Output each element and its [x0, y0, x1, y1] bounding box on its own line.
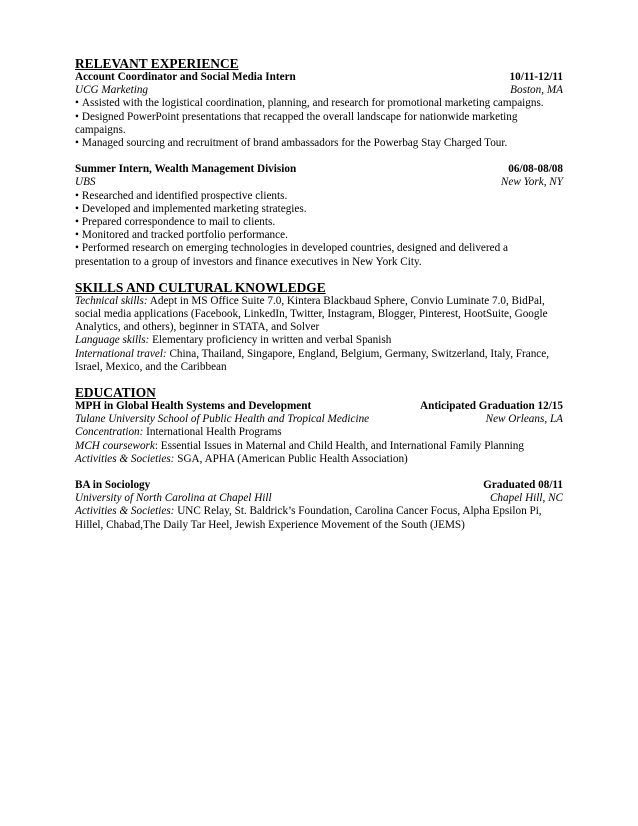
- skills-language: Language skills: Elementary proficiency in written and verbal Spanish: [75, 334, 392, 347]
- degree-concentration: Concentration: International Health Programs: [75, 426, 282, 439]
- degree-entry: [75, 400, 563, 466]
- list-item: • Performed research on emerging technologies in developed countries, designed and delivered a presentation to a group of investors and finance executives in New York City.: [75, 242, 508, 268]
- resume-page: [75, 56, 563, 532]
- degree-school-row: [75, 413, 563, 426]
- experience-heading: RELEVANT EXPERIENCE: [75, 56, 239, 71]
- degree-school: Tulane University School of Public Health and Tropical Medicine: [75, 413, 370, 426]
- degree-status: Anticipated Graduation 12/15: [420, 400, 563, 413]
- job-header: [75, 71, 563, 84]
- job-dates: 10/11-12/11: [509, 71, 563, 83]
- job-header: [75, 163, 563, 176]
- list-item: • Prepared correspondence to mail to clients.: [75, 216, 276, 229]
- job-org-row: [75, 84, 563, 97]
- job-bullets: [75, 97, 563, 150]
- job-title: Summer Intern, Wealth Management Division: [75, 163, 297, 176]
- list-item: • Managed sourcing and recruitment of brand ambassadors for the Powerbag Stay Charged Tour.: [75, 137, 508, 150]
- degree-school-row: [75, 492, 563, 505]
- job-bullets: [75, 190, 563, 269]
- degree-status: Graduated 08/11: [483, 479, 563, 492]
- skills-technical: Technical skills: Adept in MS Office Suite 7.0, Kintera Blackbaud Sphere, Convio Luminate 7.0, BidPal, social media applications (Facebook, LinkedIn, Twitter, Instagram, Blogger, Pinterest, HootSuite, Google Analytics, and others), beginner in STATA, and Solver: [75, 294, 548, 334]
- job-org: UBS: [75, 176, 96, 189]
- degree-title: MPH in Global Health Systems and Development: [75, 400, 312, 413]
- job-location: New York, NY: [500, 176, 563, 189]
- degree-school: University of North Carolina at Chapel Hill: [75, 492, 272, 505]
- job-dates: 06/08-08/08: [508, 163, 563, 176]
- degree-activities: Activities & Societies: UNC Relay, St. Baldrick’s Foundation, Carolina Cancer Focus, Alpha Epsilon Pi, Hillel, Chabad,The Daily Tar Heel, Jewish Experience Movement of the South (JEMS): [75, 505, 542, 531]
- job-entry: [75, 71, 563, 150]
- job-location: Boston, MA: [510, 84, 563, 97]
- list-item: • Developed and implemented marketing strategies.: [75, 202, 307, 215]
- degree-title: BA in Sociology: [75, 479, 151, 492]
- degree-activities: Activities & Societies: SGA, APHA (American Public Health Association): [75, 452, 408, 465]
- list-item: • Researched and identified prospective clients.: [75, 189, 288, 202]
- degree-entry: [75, 479, 563, 532]
- job-title: Account Coordinator and Social Media Intern: [75, 71, 296, 83]
- degree-header: [75, 479, 563, 492]
- list-item: • Monitored and tracked portfolio performance.: [75, 229, 288, 242]
- degree-header: [75, 400, 563, 413]
- degree-location: Chapel Hill, NC: [489, 492, 563, 505]
- list-item: • Assisted with the logistical coordination, planning, and research for promotional marketing campaigns.: [75, 97, 544, 110]
- list-item: • Designed PowerPoint presentations that recapped the overall landscape for nationwide marketing campaigns.: [75, 110, 518, 136]
- job-org: UCG Marketing: [75, 84, 149, 97]
- job-entry: [75, 163, 563, 269]
- skills-travel: International travel: China, Thailand, Singapore, England, Belgium, Germany, Switzerland, Italy, France, Israel, Mexico, and the Caribbean: [75, 347, 550, 373]
- degree-coursework: MCH coursework: Essential Issues in Maternal and Child Health, and International Family Planning: [75, 439, 524, 452]
- education-heading: EDUCATION: [75, 385, 156, 401]
- degree-location: New Orleans, LA: [485, 413, 563, 426]
- skills-heading: SKILLS AND CULTURAL KNOWLEDGE: [75, 279, 326, 295]
- job-org-row: [75, 176, 563, 189]
